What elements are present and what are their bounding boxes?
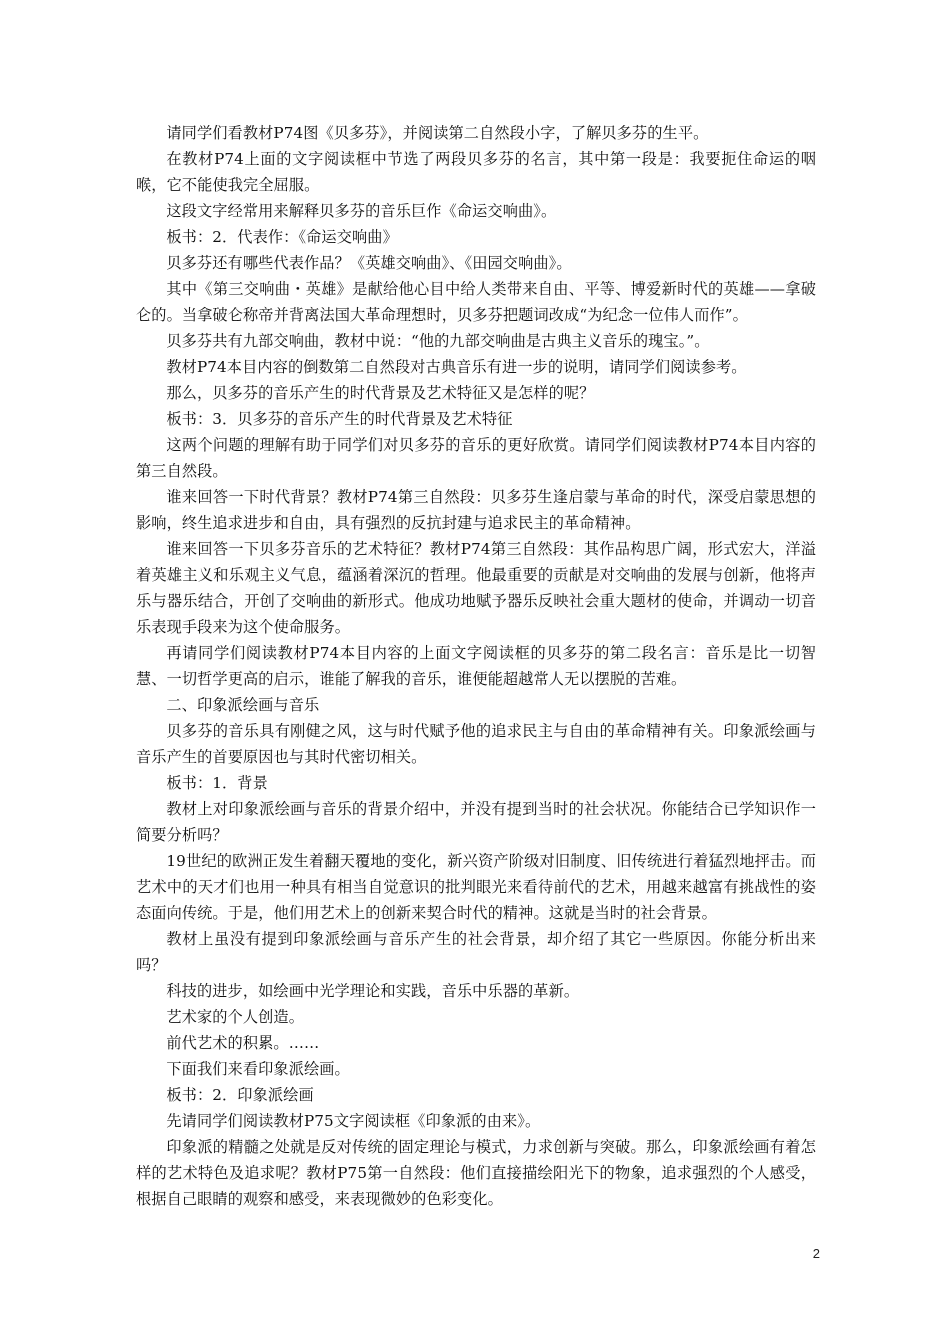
paragraph: 艺术家的个人创造。 bbox=[166, 1008, 304, 1026]
paragraph: 教材上虽没有提到印象派绘画与音乐产生的社会背景，却介绍了其它一些原因。你能分析出来吗？ bbox=[136, 930, 816, 974]
paragraph: 先请同学们阅读教材P75文字阅读框《印象派的由来》。 bbox=[166, 1112, 541, 1130]
paragraph: 19世纪的欧洲正发生着翻天覆地的变化，新兴资产阶级对旧制度、旧传统进行着猛烈地抨击。而艺术中的天才们也用一种具有相当自觉意识的批判眼光来看待前代的艺术，用越来越富有挑战性的姿态面向传统。于是，他们用艺术上的创新来契合时代的精神。这就是当时的社会背景。 bbox=[136, 852, 816, 922]
paragraph: 请同学们看教材P74图《贝多芬》，并阅读第二自然段小字，了解贝多芬的生平。 bbox=[166, 124, 709, 142]
paragraph: 下面我们来看印象派绘画。 bbox=[166, 1060, 350, 1078]
paragraph: 在教材P74上面的文字阅读框中节选了两段贝多芬的名言，其中第一段是：我要扼住命运的咽喉，它不能使我完全屈服。 bbox=[136, 150, 816, 194]
paragraph: 这两个问题的理解有助于同学们对贝多芬的音乐的更好欣赏。请同学们阅读教材P74本目内容的第三自然段。 bbox=[136, 436, 816, 480]
board-note: 板书：2．印象派绘画 bbox=[166, 1086, 314, 1104]
paragraph: 教材上对印象派绘画与音乐的背景介绍中，并没有提到当时的社会状况。你能结合已学知识作一简要分析吗？ bbox=[136, 800, 816, 844]
paragraph: 其中《第三交响曲・英雄》是献给他心目中给人类带来自由、平等、博爱新时代的英雄——拿破仑的。当拿破仑称帝并背离法国大革命理想时，贝多芬把题词改成“为纪念一位伟人而作”。 bbox=[136, 280, 816, 324]
paragraph: 教材P74本目内容的倒数第二自然段对古典音乐有进一步的说明，请同学们阅读参考。 bbox=[166, 358, 747, 376]
board-note: 板书：2．代表作：《命运交响曲》 bbox=[166, 228, 398, 246]
section-heading: 二、印象派绘画与音乐 bbox=[166, 696, 320, 714]
paragraph: 贝多芬的音乐具有刚健之风，这与时代赋予他的追求民主与自由的革命精神有关。印象派绘画与音乐产生的首要原因也与其时代密切相关。 bbox=[136, 722, 816, 766]
paragraph: 那么，贝多芬的音乐产生的时代背景及艺术特征又是怎样的呢？ bbox=[166, 384, 595, 402]
paragraph: 这段文字经常用来解释贝多芬的音乐巨作《命运交响曲》。 bbox=[166, 202, 557, 220]
paragraph: 前代艺术的积累。…… bbox=[166, 1034, 320, 1052]
paragraph: 科技的进步，如绘画中光学理论和实践，音乐中乐器的革新。 bbox=[166, 982, 580, 1000]
page-number: 2 bbox=[812, 1246, 820, 1261]
board-note: 板书：3．贝多芬的音乐产生的时代背景及艺术特征 bbox=[166, 410, 513, 428]
document-body bbox=[136, 120, 816, 1212]
board-note: 板书：1．背景 bbox=[166, 774, 268, 792]
paragraph: 谁来回答一下贝多芬音乐的艺术特征？教材P74第三自然段：其作品构思广阔，形式宏大，洋溢着英雄主义和乐观主义气息，蕴涵着深沉的哲理。他最重要的贡献是对交响曲的发展与创新，他将声乐与器乐结合，开创了交响曲的新形式。他成功地赋予器乐反映社会重大题材的使命，并调动一切音乐表现手段来为这个使命服务。 bbox=[136, 540, 816, 636]
paragraph: 贝多芬共有九部交响曲，教材中说：“他的九部交响曲是古典主义音乐的瑰宝。”。 bbox=[166, 332, 710, 350]
paragraph: 印象派的精髓之处就是反对传统的固定理论与模式，力求创新与突破。那么，印象派绘画有着怎样的艺术特色及追求呢？教材P75第一自然段：他们直接描绘阳光下的物象，追求强烈的个人感受，根据自己眼睛的观察和感受，来表现微妙的色彩变化。 bbox=[136, 1138, 816, 1208]
paragraph: 再请同学们阅读教材P74本目内容的上面文字阅读框的贝多芬的第二段名言：音乐是比一切智慧、一切哲学更高的启示，谁能了解我的音乐，谁便能超越常人无以摆脱的苦难。 bbox=[136, 644, 816, 688]
paragraph: 谁来回答一下时代背景？教材P74第三自然段：贝多芬生逢启蒙与革命的时代，深受启蒙思想的影响，终生追求进步和自由，具有强烈的反抗封建与追求民主的革命精神。 bbox=[136, 488, 816, 532]
paragraph: 贝多芬还有哪些代表作品？《英雄交响曲》、《田园交响曲》。 bbox=[166, 254, 572, 272]
